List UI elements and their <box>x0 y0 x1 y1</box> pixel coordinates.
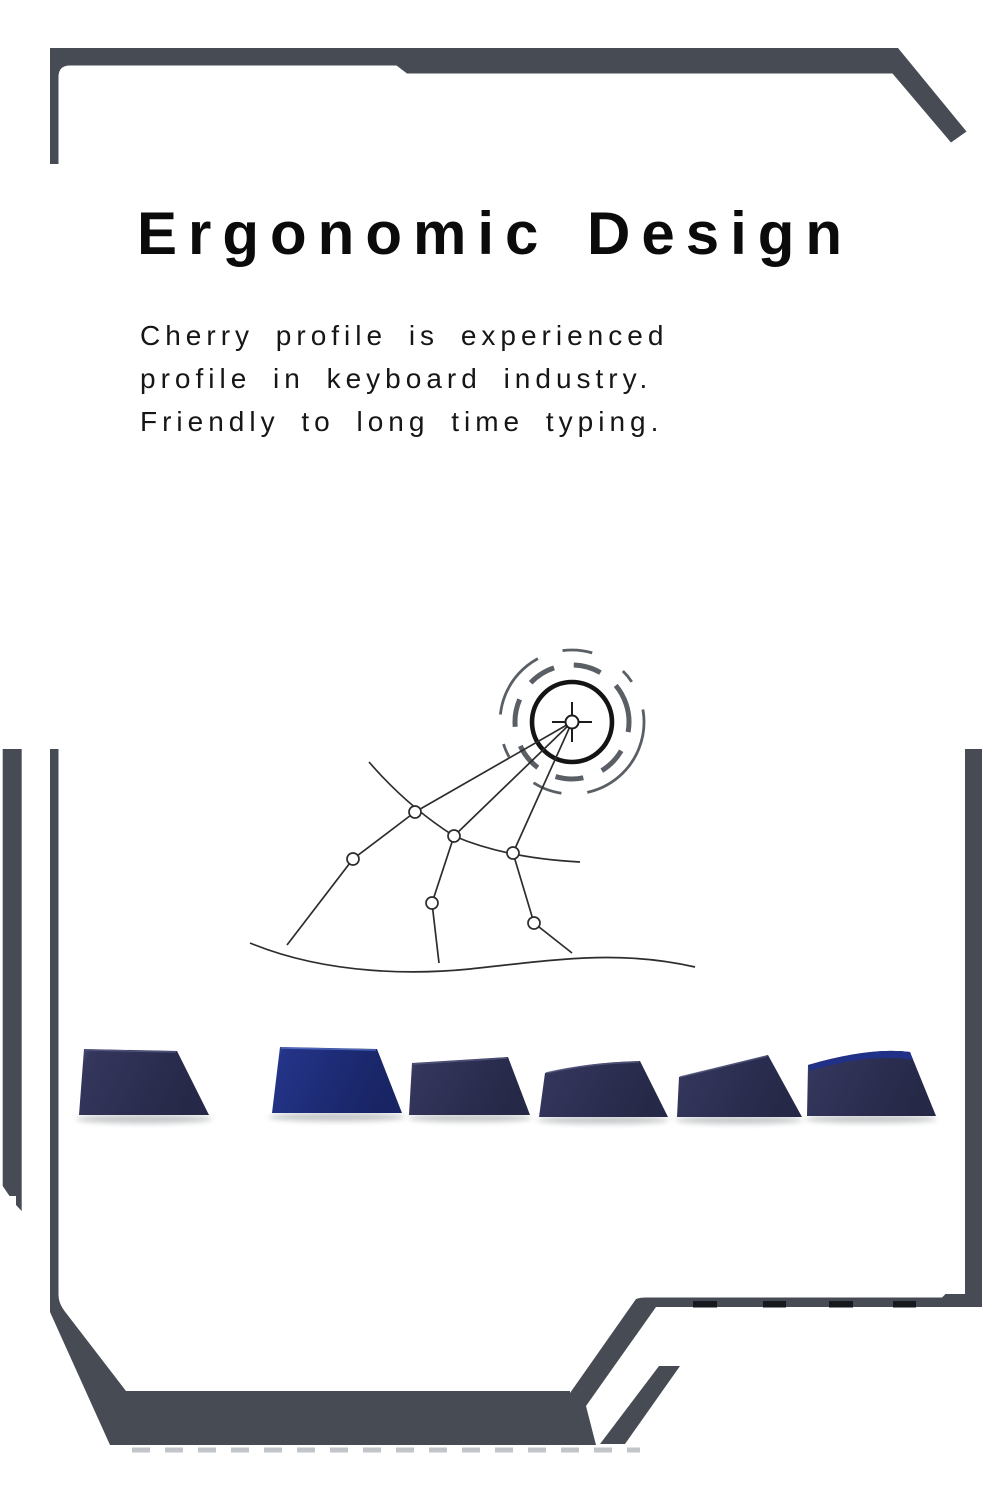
page-title: Ergonomic Design <box>137 200 854 267</box>
finger-bone-lines <box>287 812 572 963</box>
description-line-3: Friendly to long time typing. <box>140 406 664 437</box>
description-paragraph <box>140 314 668 443</box>
description-line-1: Cherry profile is experienced <box>140 320 669 351</box>
keycap-profile-3 <box>409 1057 530 1115</box>
bottom-frame-left-outer-bar <box>3 749 22 1211</box>
touch-fan-lines <box>415 722 572 853</box>
top-frame-shape <box>50 48 967 164</box>
keycap-profile-5 <box>677 1055 802 1117</box>
bottom-frame-diagonal-accent <box>600 1366 680 1444</box>
keycap-profile-2 <box>272 1047 402 1113</box>
wrist-curve <box>250 943 695 972</box>
top-frame-border <box>50 48 967 164</box>
keycap-profile-6 <box>807 1051 936 1116</box>
hand-touch-illustration <box>250 628 695 972</box>
keycap-profile-1 <box>79 1049 209 1115</box>
keycap-profile-row <box>76 1047 937 1124</box>
description-line-2: profile in keyboard industry. <box>140 363 653 394</box>
keycap-profile-4 <box>539 1061 668 1117</box>
